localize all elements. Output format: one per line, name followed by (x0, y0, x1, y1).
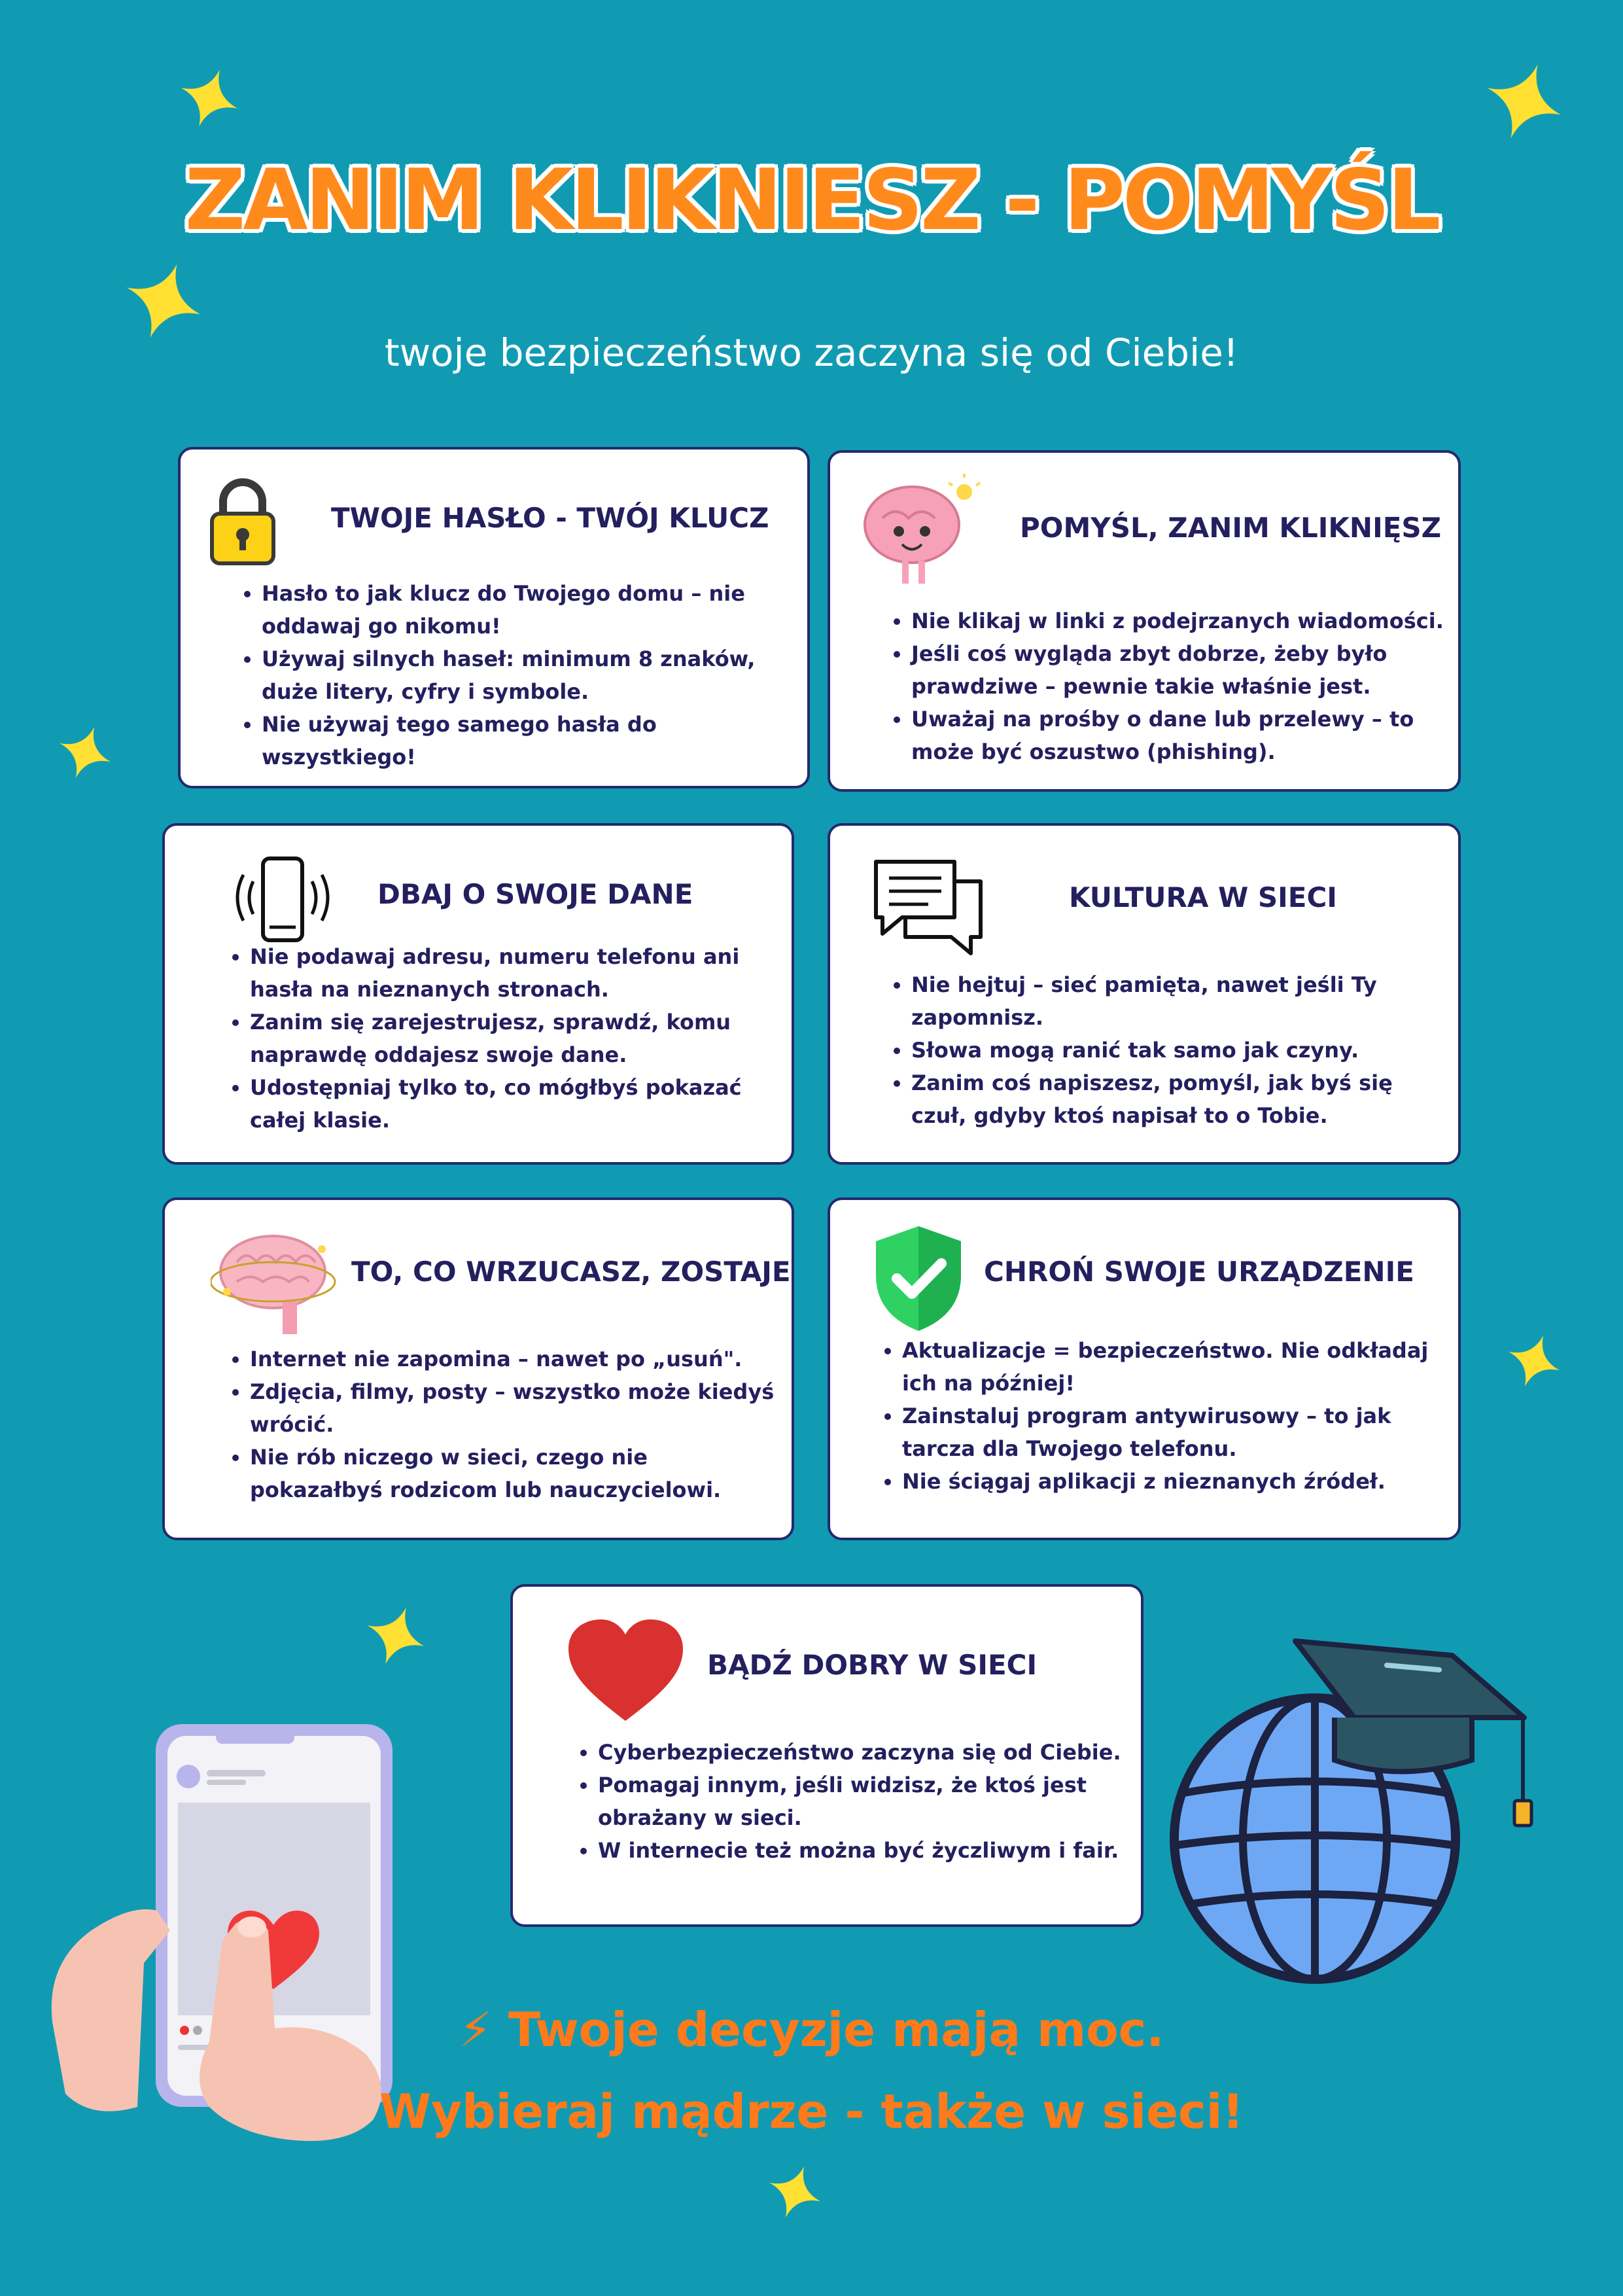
list-item: • Nie hejtuj – sieć pamięta, nawet jeśli Ty zapomnisz. (911, 968, 1448, 1034)
list-item: • Zanim się zarejestrujesz, sprawdź, komu naprawdę oddajesz swoje dane. (250, 1006, 786, 1071)
list-item: • Zainstaluj program antywirusowy – to jak tarcza dla Twojego telefonu. (902, 1400, 1458, 1465)
star-icon (1505, 1332, 1563, 1390)
card-be-kind (510, 1584, 1143, 1927)
list-item: • Aktualizacje = bezpieczeństwo. Nie odkładaj ich na później! (902, 1334, 1458, 1400)
card-protect-device (828, 1197, 1461, 1540)
card-list (225, 940, 786, 1137)
list-item: • Słowa mogą ranić tak samo jak czyny. (911, 1034, 1448, 1067)
list-item: • Nie podawaj adresu, numeru telefonu ani hasła na nieznanych stronach. (250, 940, 786, 1006)
list-item: • Używaj silnych haseł: minimum 8 znaków, duże litery, cyfry i symbole. (262, 643, 785, 708)
card-list (573, 1736, 1134, 1867)
list-item: • Nie używaj tego samego hasła do wszystkiego! (262, 708, 785, 773)
card-list (886, 605, 1448, 768)
star-icon (177, 65, 242, 131)
footer-line-1: ⚡ Twoje decyzje mają moc. (459, 2002, 1164, 2057)
card-heading: TO, CO WRZUCASZ, ZOSTAJE (351, 1256, 791, 1288)
shield-check-icon (869, 1223, 968, 1334)
list-item: • Pomagaj innym, jeśli widzisz, że ktoś jest obrażany w sieci. (598, 1769, 1134, 1834)
card-data (162, 823, 794, 1165)
padlock-icon (207, 476, 279, 567)
card-heading: TWOJE HASŁO - TWÓJ KLUCZ (331, 502, 769, 534)
chat-bubbles-icon (869, 855, 987, 960)
list-item: • Udostępniaj tylko to, co mógłbyś pokazać całej klasie. (250, 1071, 786, 1137)
page-title: ZANIM KLIKNIESZ - POMYŚL (184, 152, 1439, 249)
card-heading: BĄDŹ DOBRY W SIECI (707, 1649, 1038, 1681)
star-icon (765, 2163, 824, 2221)
card-list (237, 577, 785, 773)
phone-hand-illustration (39, 1714, 445, 2146)
card-heading: DBAJ O SWOJE DANE (377, 878, 693, 910)
smartphone-vibrate-icon (234, 855, 332, 947)
list-item: • Internet nie zapomina – nawet po „usuń". (250, 1343, 786, 1375)
heart-icon (565, 1616, 686, 1724)
card-heading: POMYŚL, ZANIM KLIKNIĘSZ (1020, 512, 1442, 544)
star-icon (56, 723, 114, 782)
list-item: • Zdjęcia, filmy, posty – wszystko może kiedyś wrócić. (250, 1375, 786, 1441)
card-think-before-click (828, 450, 1461, 792)
list-item: • Nie ściągaj aplikacji z nieznanych źródeł. (902, 1465, 1458, 1498)
list-item: • W internecie też można być życzliwym i fair. (598, 1834, 1134, 1867)
card-list (225, 1343, 786, 1506)
star-icon (1482, 59, 1567, 144)
page-subtitle: twoje bezpieczeństwo zaczyna się od Ciebie! (384, 330, 1239, 375)
card-heading: KULTURA W SIECI (1069, 881, 1337, 913)
footer-line-2: Wybieraj mądrze - także w sieci! (379, 2084, 1244, 2139)
card-password (178, 447, 810, 788)
list-item: • Uważaj na prośby o dane lub przelewy – to może być oszustwo (phishing). (911, 703, 1448, 768)
card-net-culture (828, 823, 1461, 1165)
brain-stars-icon (211, 1223, 341, 1337)
list-item: • Nie rób niczego w sieci, czego nie pokazałbyś rodzicom lub nauczycielowi. (250, 1441, 786, 1506)
card-list (886, 968, 1448, 1132)
list-item: • Cyberbezpieczeństwo zaczyna się od Ciebie. (598, 1736, 1134, 1769)
card-heading: CHROŃ SWOJE URZĄDZENIE (984, 1256, 1414, 1288)
list-item: • Jeśli coś wygląda zbyt dobrze, żeby było prawdziwe – pewnie takie właśnie jest. (911, 637, 1448, 703)
card-list (877, 1334, 1458, 1498)
list-item: • Nie klikaj w linki z podejrzanych wiadomości. (911, 605, 1448, 637)
globe-graduation-cap-illustration (1164, 1629, 1550, 1996)
list-item: • Hasło to jak klucz do Twojego domu – nie oddawaj go nikomu! (262, 577, 785, 643)
list-item: • Zanim coś napiszesz, pomyśl, jak byś się czuł, gdyby ktoś napisał to o Tobie. (911, 1067, 1448, 1132)
card-content-stays (162, 1197, 794, 1540)
brain-lightbulb-icon (856, 472, 981, 590)
star-icon (363, 1603, 428, 1669)
